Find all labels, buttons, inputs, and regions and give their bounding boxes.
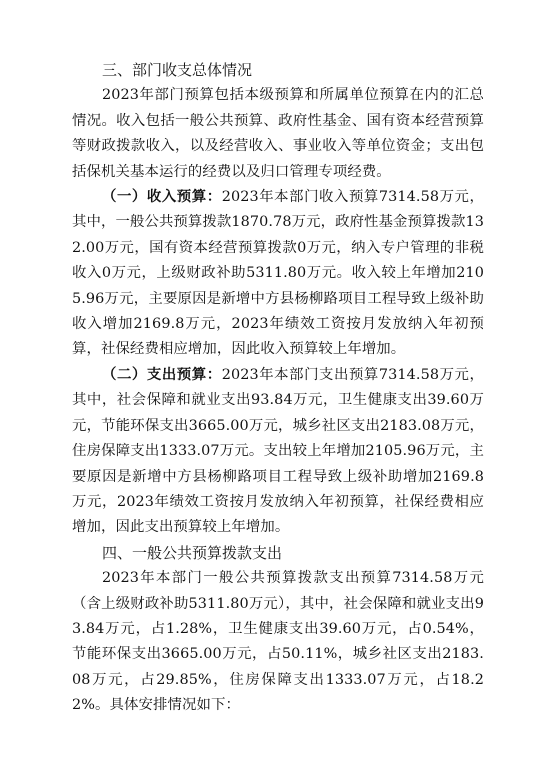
paragraph-expense-budget — [72, 363, 484, 541]
income-budget-text: 2023年本部门收入预算7314.58万元，其中，一般公共预算拨款1870.78万元，政府性基金预算拨款132.00万元，国有资本经营预算拨款0万元，纳入专户管理的非税收入0万元，上级财政补助5311.80万元。收入较上年增加2105.96万元，主要原因是新增中方县杨柳路项目工程导致上级补助收入增加2169.8万元，2023年绩效工资按月发放纳入年初预算，社保经费相应增加，因此收入预算较上年增加。 — [72, 189, 485, 358]
income-budget-label: （一）收入预算： — [102, 189, 222, 206]
section-heading-general-public-budget: 四、一般公共预算拨款支出 — [102, 543, 283, 562]
expense-budget-text: 2023年本部门支出预算7314.58万元，其中，社会保障和就业支出93.84万元，卫生健康支出39.60万元，节能环保支出3665.00万元，城乡社区支出2183.08万元，住房保障支出1333.07万元。支出较上年增加2105.96万元，主要原因是新增中方县杨柳路项目工程导致上级补助增加2169.8万元，2023年绩效工资按月发放纳入年初预算，社保经费相应增加，因此支出预算较上年增加。 — [72, 366, 484, 536]
paragraph-general-public-budget: 2023年本部门一般公共预算拨款支出预算7314.58万元（含上级财政补助5311.80万元），其中，社会保障和就业支出93.84万元，占1.28%，卫生健康支出39.60万元，占0.54%，节能环保支出3665.00万元，占50.11%，城乡社区支出2183.08万元，占29.85%，住房保障支出1333.07万元，占18.22%。具体安排情况如下： — [72, 570, 484, 714]
paragraph-intro: 2023年部门预算包括本级预算和所属单位预算在内的汇总情况。收入包括一般公共预算、政府性基金、国有资本经营预算等财政拨款收入，以及经营收入、事业收入等单位资金；支出包括保机关基本运行的经费以及归口管理专项经费。 — [72, 87, 484, 180]
document-body — [72, 58, 484, 719]
paragraph-income-budget — [72, 185, 484, 363]
section-heading-overall: 三、部门收支总体情况 — [102, 61, 253, 79]
expense-budget-label: （二）支出预算： — [102, 366, 222, 383]
